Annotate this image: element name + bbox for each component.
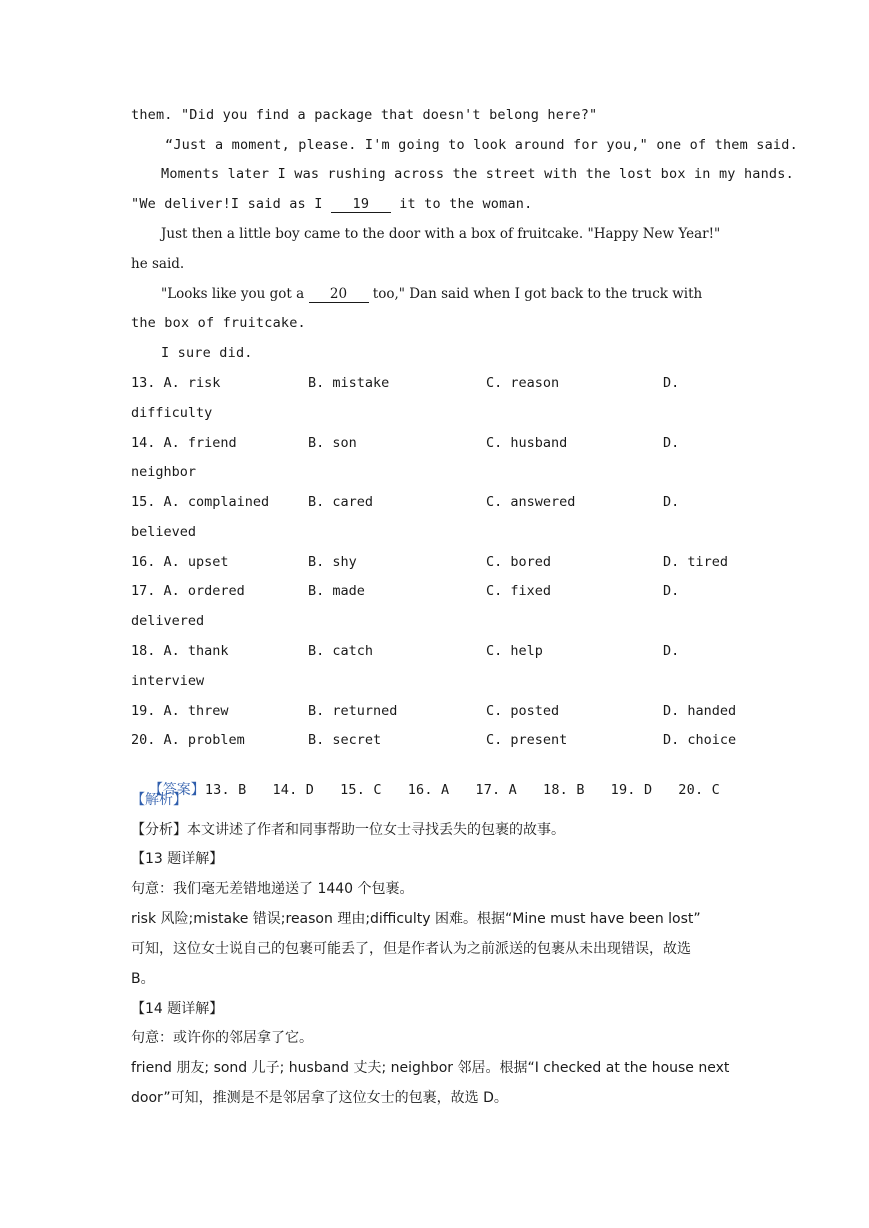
question-option-c: C. posted	[486, 703, 560, 719]
question-option-d: D.	[663, 435, 680, 451]
passage-text: "Looks like you got a	[161, 286, 309, 302]
question-option-c: C. reason	[486, 375, 560, 391]
question-option-b: B. catch	[308, 643, 374, 659]
question-option-c: C. fixed	[486, 583, 552, 599]
passage-text: it to the woman.	[390, 196, 533, 212]
passage-line: he said.	[131, 256, 185, 272]
question-option-d: D.	[663, 643, 680, 659]
question-option-wrap: difficulty	[131, 405, 213, 421]
question-option-b: B. son	[308, 435, 357, 451]
question-option-b: B. mistake	[308, 375, 390, 391]
question-option-a: 16. A. upset	[131, 554, 229, 570]
detail-text-13: B。	[131, 971, 155, 987]
detail-text-13: risk 风险;mistake 错误;reason 理由;difficulty 困难。根据“Mine must have been lost”	[131, 911, 701, 927]
answer-item: 19. D	[610, 782, 653, 798]
passage-line: Moments later I was rushing across the street with the lost box in my hands.	[161, 166, 794, 182]
question-option-c: C. husband	[486, 435, 568, 451]
answer-item: 20. C	[678, 782, 720, 798]
passage-text: too," Dan said when I got back to the truck with	[368, 286, 703, 302]
question-option-c: C. answered	[486, 494, 576, 510]
detail-text-14: friend 朋友; sond 儿子; husband 丈夫; neighbor 邻居。根据“I checked at the house next	[131, 1060, 730, 1076]
blank-19: 19	[331, 196, 391, 213]
analysis-label: 【解析】	[131, 792, 187, 808]
question-option-c: C. present	[486, 732, 568, 748]
question-option-d: D.	[663, 494, 680, 510]
blank-20: 20	[309, 286, 369, 303]
answer-key	[131, 760, 720, 820]
question-option-a: 19. A. threw	[131, 703, 229, 719]
analysis-summary: 【分析】本文讲述了作者和同事帮助一位女士寻找丢失的包裹的故事。	[131, 822, 565, 838]
detail-meaning-14: 句意：或许你的邻居拿了它。	[131, 1030, 313, 1046]
question-option-a: 17. A. ordered	[131, 583, 245, 599]
passage-line: “Just a moment, please. I'm going to look around for you," one of them said.	[165, 137, 798, 153]
question-option-wrap: neighbor	[131, 464, 197, 480]
detail-text-13: 可知，这位女士说自己的包裹可能丢了，但是作者认为之前派送的包裹从未出现错误，故选	[131, 941, 691, 957]
passage-line: the box of fruitcake.	[131, 315, 306, 331]
passage-line: them. "Did you find a package that doesn't belong here?"	[131, 107, 598, 123]
question-option-d: D. tired	[663, 554, 729, 570]
answer-item: 14. D	[272, 782, 315, 798]
question-option-a: 13. A. risk	[131, 375, 221, 391]
passage-line	[161, 284, 702, 304]
question-option-wrap: believed	[131, 524, 197, 540]
question-option-d: D.	[663, 583, 680, 599]
question-option-wrap: delivered	[131, 613, 205, 629]
passage-line: I sure did.	[161, 345, 253, 361]
question-option-d: D.	[663, 375, 680, 391]
answer-item: 18. B	[543, 782, 585, 798]
passage-line: Just then a little boy came to the door with a box of fruitcake. "Happy New Year!"	[161, 226, 721, 242]
detail-heading-14: 【14 题详解】	[131, 1001, 224, 1017]
answer-label: 【答案】	[148, 782, 205, 798]
question-option-d: D. choice	[663, 732, 737, 748]
passage-line	[131, 194, 532, 214]
question-option-b: B. made	[308, 583, 365, 599]
answer-item: 13. B	[204, 782, 247, 798]
question-option-c: C. help	[486, 643, 543, 659]
question-option-a: 20. A. problem	[131, 732, 245, 748]
detail-meaning-13: 句意：我们毫无差错地递送了 1440 个包裹。	[131, 881, 414, 897]
detail-text-14: door”可知，推测是不是邻居拿了这位女士的包裹，故选 D。	[131, 1090, 508, 1106]
answer-item: 17. A	[475, 782, 518, 798]
passage-text: "We deliver!I said as I	[131, 196, 331, 212]
detail-heading-13: 【13 题详解】	[131, 851, 224, 867]
question-option-b: B. returned	[308, 703, 398, 719]
question-option-a: 14. A. friend	[131, 435, 237, 451]
question-option-a: 15. A. complained	[131, 494, 270, 510]
question-option-d: D. handed	[663, 703, 737, 719]
answer-item: 15. C	[340, 782, 382, 798]
question-option-b: B. secret	[308, 732, 382, 748]
question-option-wrap: interview	[131, 673, 205, 689]
answer-item: 16. A	[407, 782, 450, 798]
question-option-b: B. shy	[308, 554, 357, 570]
question-option-b: B. cared	[308, 494, 374, 510]
question-option-c: C. bored	[486, 554, 552, 570]
question-option-a: 18. A. thank	[131, 643, 229, 659]
